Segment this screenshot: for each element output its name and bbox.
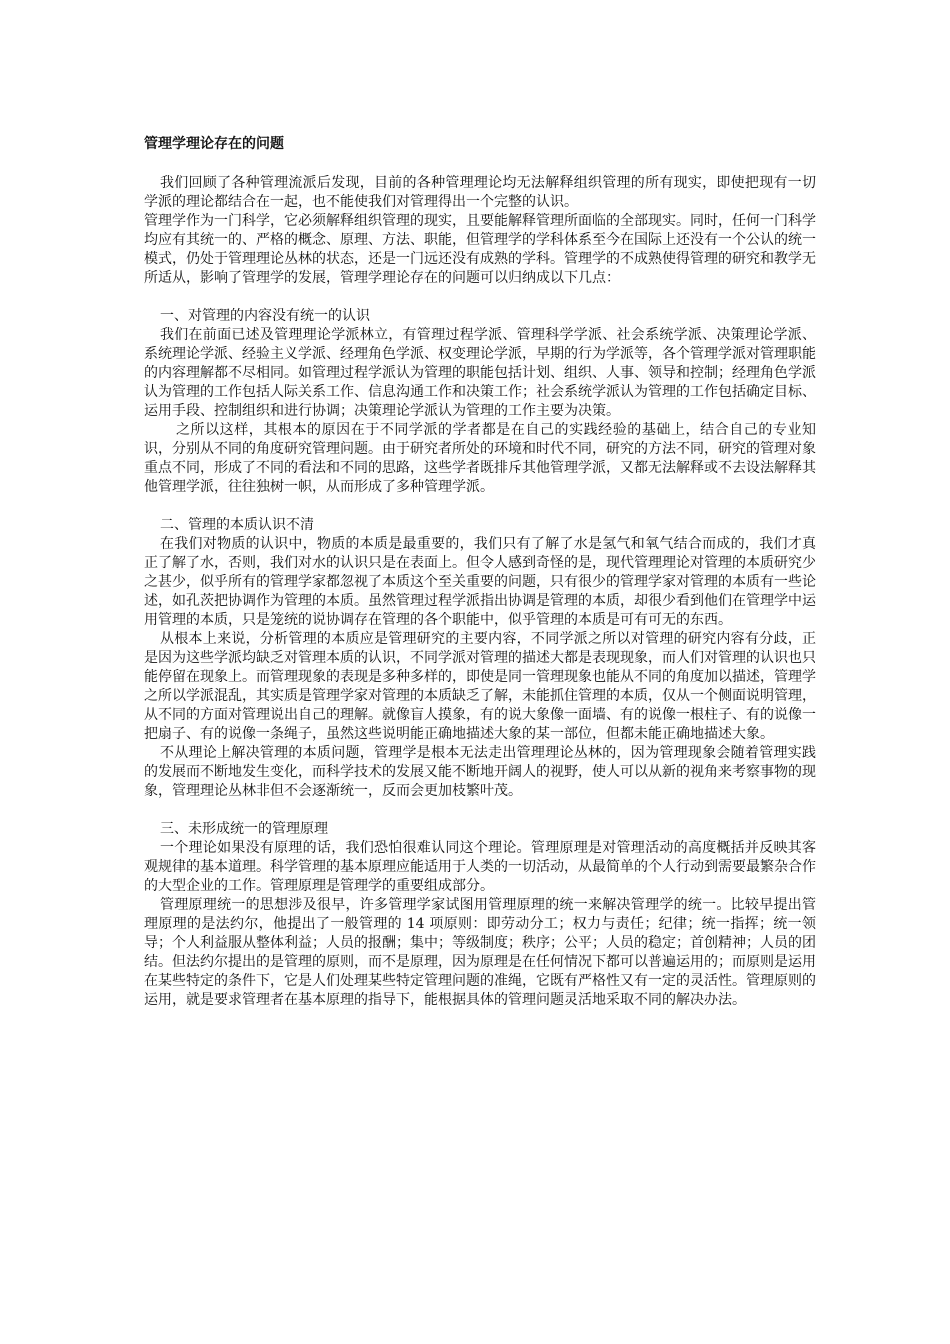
document-title: 管理学理论存在的问题	[144, 136, 284, 152]
section-3-paragraph-2: 管理原理统一的思想涉及很早，许多管理学家试图用管理原理的统一来解决管理学的统一。比较早提出管理原理的是法约尔，他提出了一般管理的 14 项原则：即劳动分工；权力与责任；纪律；统一指挥；统一领导；个人利益服从整体利益；人员的报酬；集中；等级制度；秩序；公平；人员的稳定；首创精神；人员的团结。但法约尔提出的是管理的原则，而不是原理，因为原理是在任何情况下都可以普遍运用的；而原则是运用在某些特定的条件下，它是人们处理某些特定管理问题的准绳，它既有严格性又有一定的灵活性。管理原则的运用，就是要求管理者在基本原理的指导下，能根据具体的管理问题灵活地采取不同的解决办法。	[144, 897, 816, 1008]
section-heading-2: 二、管理的本质认识不清	[160, 517, 314, 533]
intro-paragraph-1: 我们回顾了各种管理流派后发现，目前的各种管理理论均无法解释组织管理的所有现实，即使把现有一切学派的理论都结合在一起，也不能使我们对管理得出一个完整的认识。	[144, 175, 816, 210]
section-2-paragraph-2: 从根本上来说，分析管理的本质应是管理研究的主要内容，不同学派之所以对管理的研究内容有分歧，正是因为这些学派均缺乏对管理本质的认识，不同学派对管理的描述大都是表现现象，而人们对管理的认识也只能停留在现象上。而管理现象的表现是多种多样的，即使是同一管理现象也能从不同的角度加以描述，管理学之所以学派混乱，其实质是管理学家对管理的本质缺乏了解，未能抓住管理的本质，仅从一个侧面说明管理，从不同的方面对管理说出自己的理解。就像盲人摸象，有的说大象像一面墙、有的说像一根柱子、有的说像一把扇子、有的说像一条绳子，虽然这些说明能正确地描述大象的某一部位，但都未能正确地描述大象。	[144, 631, 816, 742]
spacer	[144, 288, 816, 307]
section-1-paragraph-2: 之所以这样，其根本的原因在于不同学派的学者都是在自己的实践经验的基础上，结合自己的专业知识，分别从不同的角度研究管理问题。由于研究者所处的环境和时代不同，研究的方法不同，研究的管理对象重点不同，形成了不同的看法和不同的思路，这些学者既排斥其他管理学派，又都无法解释或不去设法解释其他管理学派，往往独树一帜，从而形成了多种管理学派。	[144, 422, 816, 495]
section-1	[144, 307, 816, 497]
section-2	[144, 516, 816, 801]
section-3	[144, 820, 816, 1010]
spacer	[144, 497, 816, 516]
section-2-paragraph-3: 不从理论上解决管理的本质问题，管理学是根本无法走出管理理论丛林的，因为管理现象会随着管理实践的发展而不断地发生变化，而科学技术的发展又能不断地开阔人的视野，使人可以从新的视角来考察事物的现象，管理理论丛林非但不会逐渐统一，反而会更加枝繁叶茂。	[144, 745, 816, 799]
section-heading-1: 一、对管理的内容没有统一的认识	[160, 308, 370, 324]
section-2-paragraph-1: 在我们对物质的认识中，物质的本质是最重要的，我们只有了解了水是氢气和氧气结合而成的，我们才真正了解了水，否则，我们对水的认识只是在表面上。但令人感到奇怪的是，现代管理理论对管理的本质研究少之甚少，似乎所有的管理学家都忽视了本质这个至关重要的问题，只有很少的管理学家对管理的本质有一些论述，如孔茨把协调作为管理的本质。虽然管理过程学派指出协调是管理的本质，却很少看到他们在管理学中运用管理的本质，只是笼统的说协调存在管理的各个职能中，似乎管理的本质是可有可无的东西。	[144, 536, 816, 628]
section-3-paragraph-1: 一个理论如果没有原理的话，我们恐怕很难认同这个理论。管理原理是对管理活动的高度概括并反映其客观规律的基本道理。科学管理的基本原理应能适用于人类的一切活动，从最简单的个人行动到需要最繁杂合作的大型企业的工作。管理原理是管理学的重要组成部分。	[144, 840, 816, 894]
spacer	[144, 801, 816, 820]
section-1-paragraph-1: 我们在前面已述及管理理论学派林立，有管理过程学派、管理科学学派、社会系统学派、决策理论学派、系统理论学派、经验主义学派、经理角色学派、权变理论学派，早期的行为学派等，各个管理学派对管理职能的内容理解都不尽相同。如管理过程学派认为管理的职能包括计划、组织、人事、领导和控制；经理角色学派认为管理的工作包括人际关系工作、信息沟通工作和决策工作；社会系统学派认为管理的工作包括确定目标、运用手段、控制组织和进行协调；决策理论学派认为管理的工作主要为决策。	[144, 327, 816, 419]
section-heading-3: 三、未形成统一的管理原理	[160, 821, 328, 837]
document-page	[144, 134, 816, 1010]
intro-paragraph-2: 管理学作为一门科学，它必须解释组织管理的现实，且要能解释管理所面临的全部现实。同时，任何一门科学均应有其统一的、严格的概念、原理、方法、职能，但管理学的学科体系至今在国际上还没有一个公认的统一模式，仍处于管理理论丛林的状态，还是一门远还没有成熟的学科。管理学的不成熟使得管理的研究和教学无所适从，影响了管理学的发展，管理学理论存在的问题可以归纳成以下几点：	[144, 213, 816, 286]
